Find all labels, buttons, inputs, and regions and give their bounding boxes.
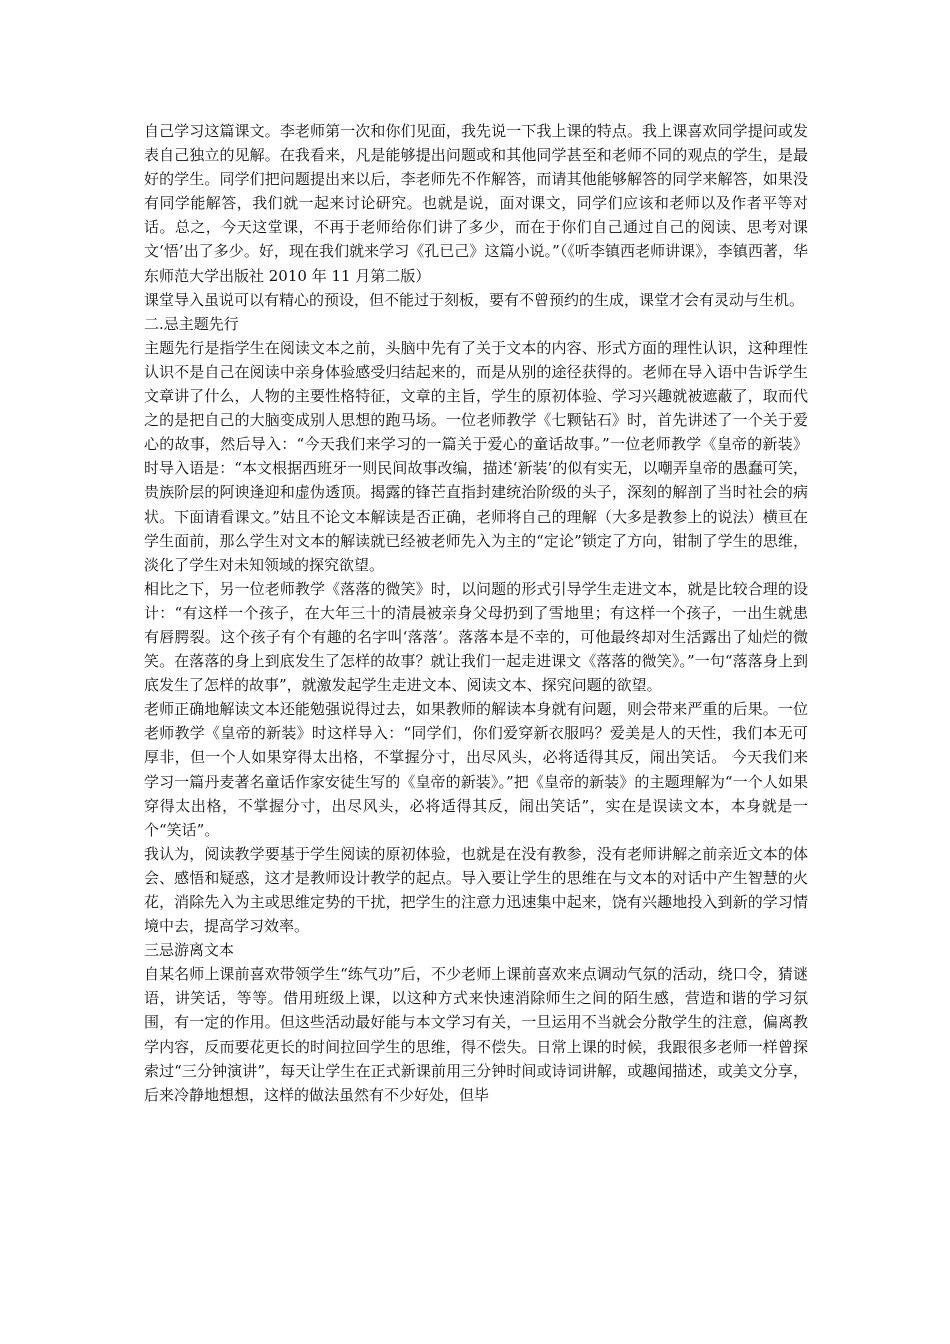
paragraph-comparison: 相比之下，另一位老师教学《落落的微笑》时，以问题的形式引导学生走进文本，就是比较合理的设计：“有这样一个孩子，在大年三十的清晨被亲身父母扔到了雪地里；有这样一个孩子，一出生就患有唇腭裂。这个孩子有个有趣的名字叫‘落落’。落落本是不幸的，可他最终却对生活露出了灿烂的微笑。在落落的身上到底发生了怎样的故事？就让我们一起走进课文《落落的微笑》。”一句“落落身上到底发生了怎样的故事”，就激发起学生走进文本、阅读文本、探究问题的欲望。 — [144, 579, 808, 695]
paragraph-theme-first: 主题先行是指学生在阅读文本之前，头脑中先有了关于文本的内容、形式方面的理性认识，这种理性认识不是自己在阅读中亲身体验感受归结起来的，而是从别的途径获得的。老师在导入语中告诉学生文章讲了什么，人物的主要性格特征，文章的主旨，学生的原初体验、学习兴趣就被遮蔽了，取而代之的是把自己的大脑变成别人思想的跑马场。一位老师教学《七颗钻石》时，首先讲述了一个关于爱心的故事，然后导入：“今天我们来学习的一篇关于爱心的童话故事。”一位老师教学《皇帝的新装》时导入语是：“本文根据西班牙一则民间故事改编，描述‘新装’的似有实无，以嘲弄皇帝的愚蠢可笑，贵族阶层的阿谀逢迎和虚伪透顶。揭露的锋芒直指封建统治阶级的头子，深刻的解剖了当时社会的病状。下面请看课文。”姑且不论文本解读是否正确，老师将自己的理解（大多是教参上的说法）横亘在学生面前，那么学生对文本的解读就已经被老师先入为主的“定论”锁定了方向，钳制了学生的思维，淡化了学生对未知领域的探究欲望。 — [144, 338, 808, 574]
section-heading-3: 三忌游离文本 — [144, 941, 235, 960]
document-body — [144, 119, 808, 1107]
section-heading-2: 二.忌主题先行 — [144, 314, 239, 333]
paragraph-intro-quote: 自己学习这篇课文。李老师第一次和你们见面，我先说一下我上课的特点。我上课喜欢同学提问或发表自己独立的见解。在我看来，凡是能够提出问题或和其他同学甚至和老师不同的观点的学生，是最好的学生。同学们把问题提出来以后，李老师先不作解答，而请其他能够解答的同学来解答，如果没有同学能解答，我们就一起来讨论研究。也就是说，面对课文，同学们应该和老师以及作者平等对话。总之，今天这堂课，不再于老师给你们讲了多少，而在于你们自己通过自己的阅读、思考对课文‘悟’出了多少。好，现在我们就来学习《孔已己》这篇小说。”（《听李镇西老师讲课》，李镇西著，华东师范大学出版社 2010 年 11 月第二版） — [144, 122, 808, 285]
paragraph-off-text: 自某名师上课前喜欢带领学生“练气功”后，不少老师上课前喜欢来点调动气氛的活动，绕口令，猜谜语，讲笑话，等等。借用班级上课，以这种方式来快速消除师生之间的陌生感，营造和谐的学习氛围，有一定的作用。但这些活动最好能与本文学习有关，一旦运用不当就会分散学生的注意，偏离教学内容，反而要花更长的时间拉回学生的思维，得不偿失。日常上课的时候，我跟很多老师一样曾探索过“三分钟演讲”，每天让学生在正式新课前用三分钟时间或诗词讲解，或趣闻描述，或美文分享，后来冷静地想想，这样的做法虽然有不少好处，但毕 — [144, 965, 808, 1104]
paragraph-summary: 课堂导入虽说可以有精心的预设，但不能过于刻板，要有不曾预约的生成，课堂才会有灵动与生机。 — [144, 290, 805, 309]
paragraph-misreading: 老师正确地解读文本还能勉强说得过去，如果教师的解读本身就有问题，则会带来严重的后果。一位老师教学《皇帝的新装》时这样导入：“同学们，你们爱穿新衣服吗？爱美是人的天性，我们本无可厚非，但一个人如果穿得太出格，不掌握分寸，出尽风头，必将适得其反，闹出笑话。 今天我们来学习一篇丹麦著名童话作家安徒生写的《皇帝的新装》。”把《皇帝的新装》的主题理解为“一个人如果穿得太出格，不掌握分寸，出尽风头，必将适得其反，闹出笑话”，实在是误读文本，本身就是一个“笑话”。 — [144, 700, 808, 839]
paragraph-opinion: 我认为，阅读教学要基于学生阅读的原初体验，也就是在没有教参，没有老师讲解之前亲近文本的体会、感悟和疑惑，这才是教师设计教学的起点。导入要让学生的思维在与文本的对话中产生智慧的火花，消除先入为主或思维定势的干扰，把学生的注意力迅速集中起来，饶有兴趣地投入到新的学习情境中去，提高学习效率。 — [144, 844, 808, 936]
